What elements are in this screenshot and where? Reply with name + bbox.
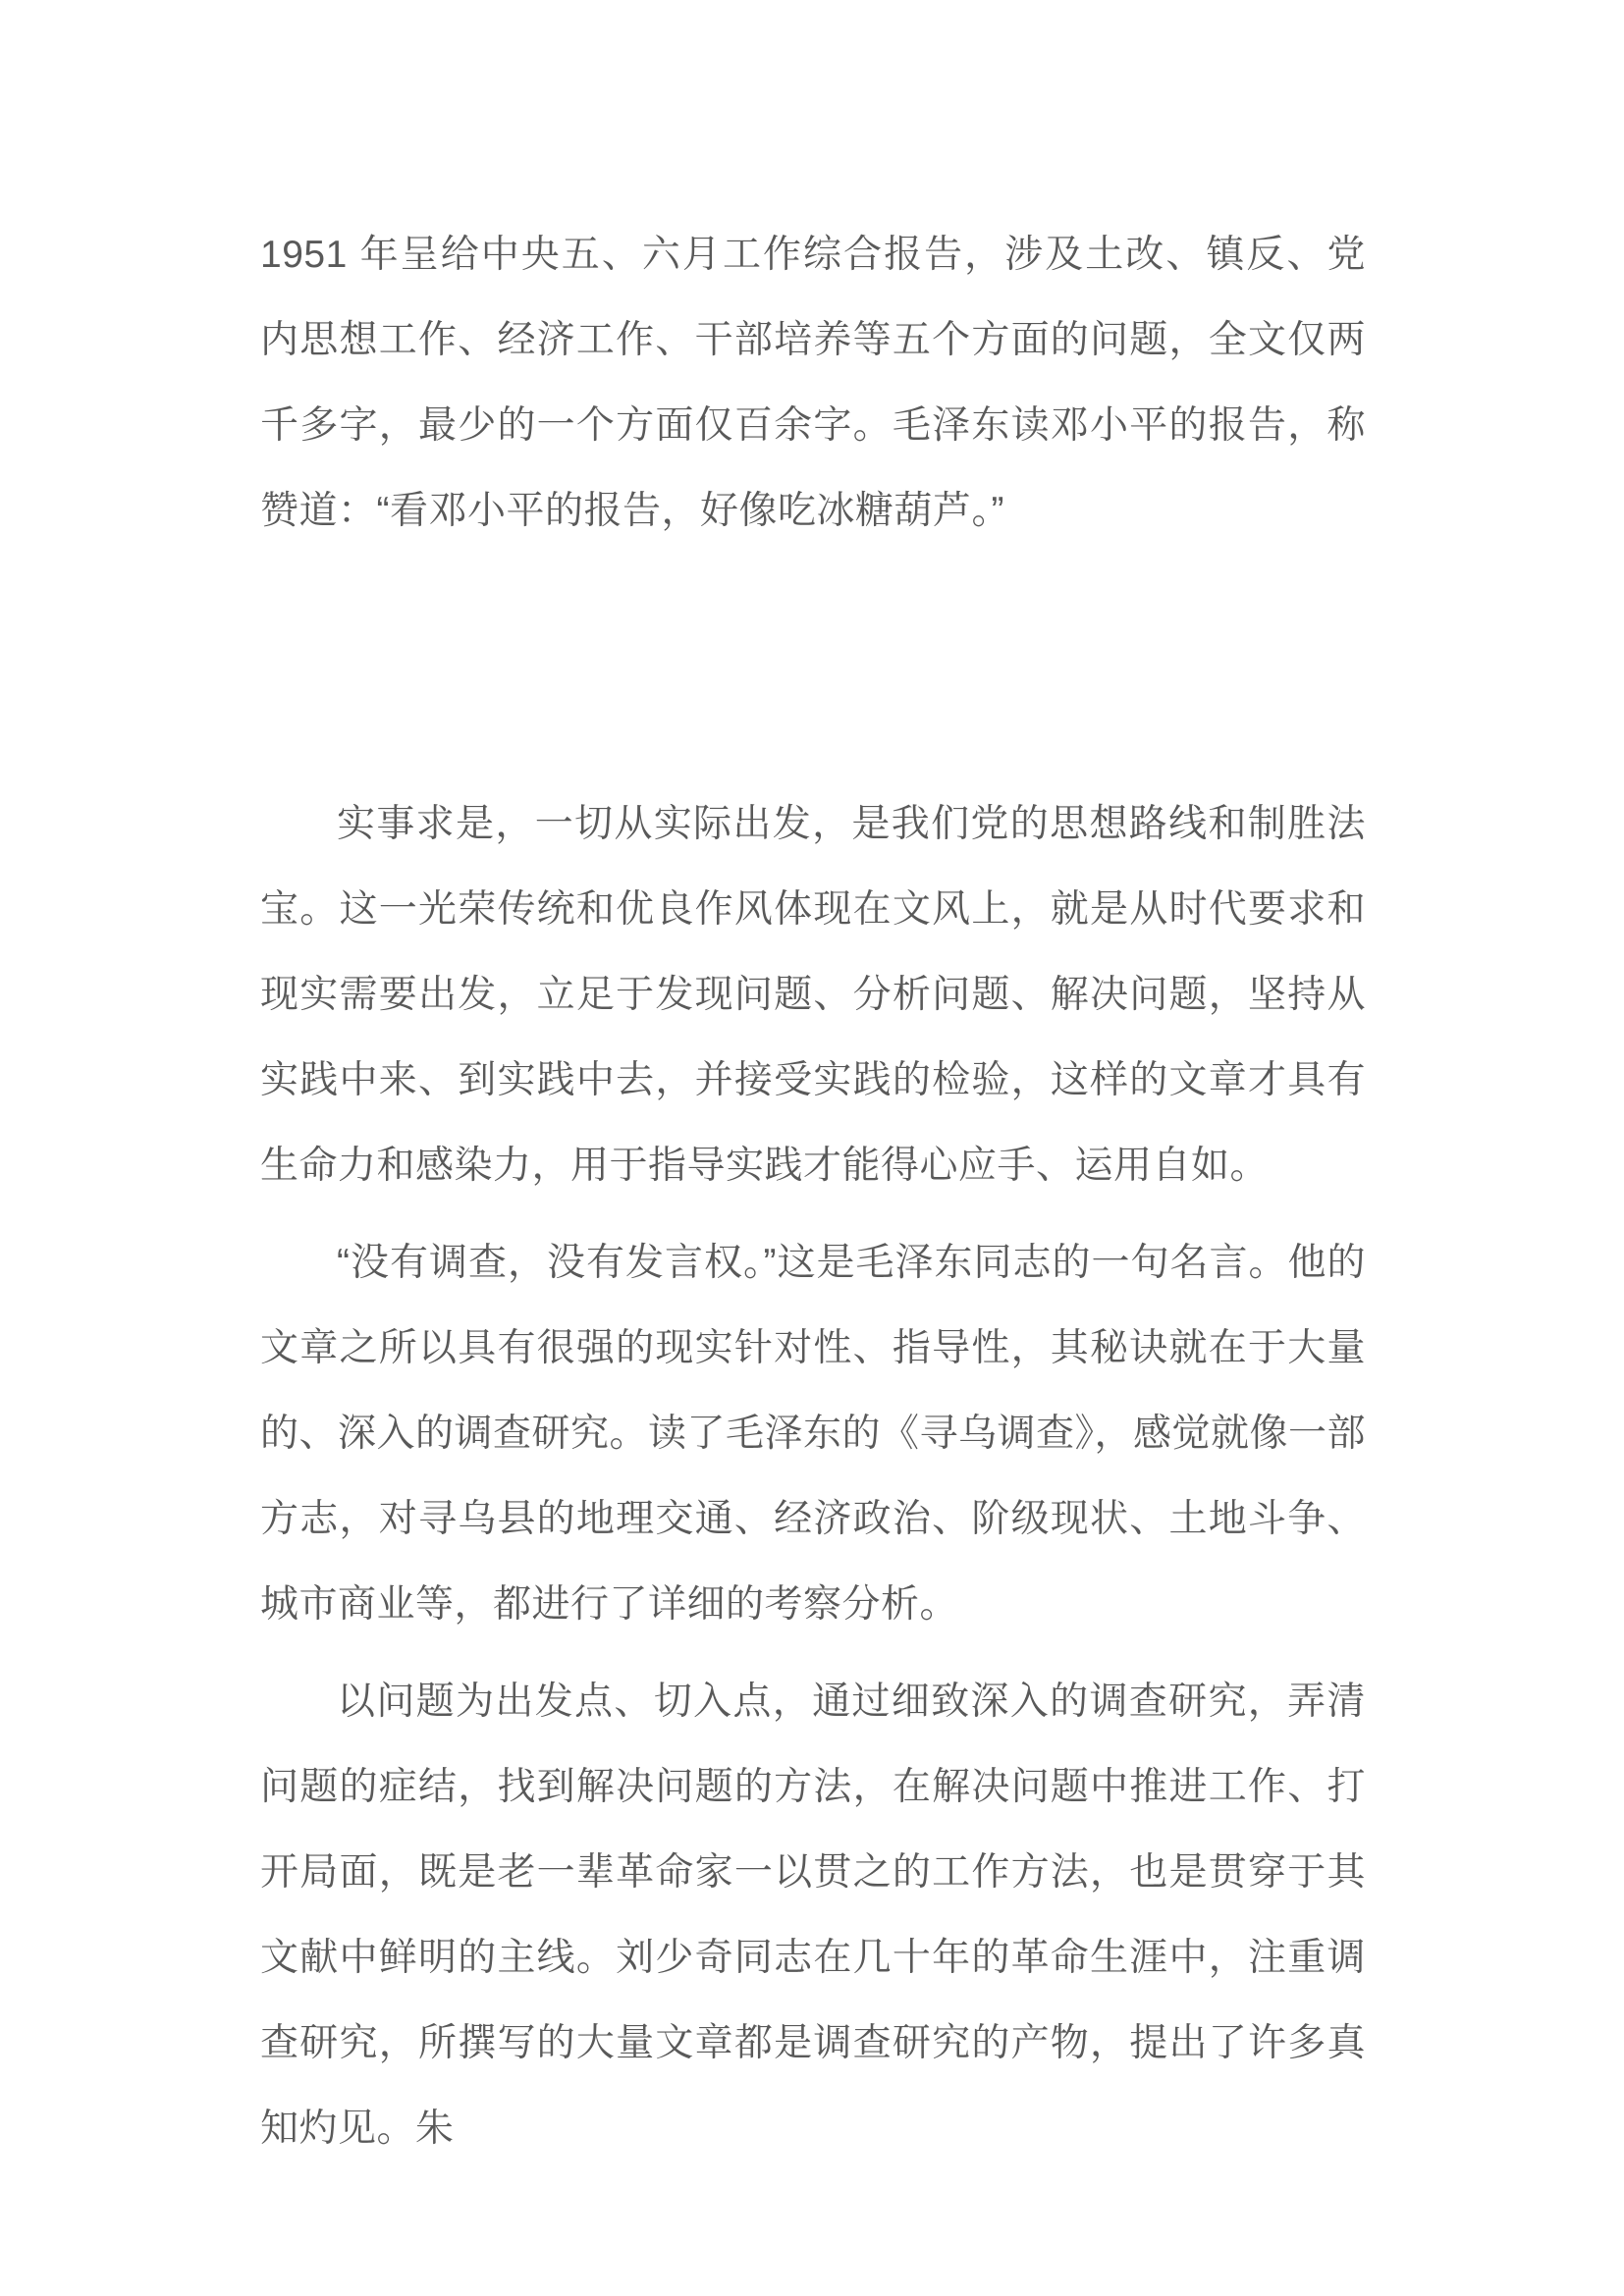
paragraph: 实事求是，一切从实际出发，是我们党的思想路线和制胜法宝。这一光荣传统和优良作风体现在文风上，就是从时代要求和现实需要出发，立足于发现问题、分析问题、解决问题，坚持从实践中来、到实践中去，并接受实践的检验，这样的文章才具有生命力和感染力，用于指导实践才能得心应手、运用自如。 <box>260 803 1366 1187</box>
paragraph-spacer <box>260 565 1366 781</box>
paragraph: 以问题为出发点、切入点，通过细致深入的调查研究，弄清问题的症结，找到解决问题的方法，在解决问题中推进工作、打开局面，既是老一辈革命家一以贯之的工作方法，也是贯穿于其文献中鲜明的主线。刘少奇同志在几十年的革命生涯中，注重调查研究，所撰写的大量文章都是调查研究的产物，提出了许多真知灼见。朱 <box>260 1681 1366 2150</box>
paragraph: “没有调查，没有发言权。”这是毛泽东同志的一句名言。他的文章之所以具有很强的现实针对性、指导性，其秘诀就在于大量的、深入的调查研究。读了毛泽东的《寻乌调查》，感觉就像一部方志，对寻乌县的地理交通、经济政治、阶级现状、土地斗争、城市商业等，都进行了详细的考察分析。 <box>260 1242 1367 1626</box>
paragraph: 1951 年呈给中央五、六月工作综合报告，涉及土改、镇反、党内思想工作、经济工作、干部培养等五个方面的问题，全文仅两千多字，最少的一个方面仅百余字。毛泽东读邓小平的报告，称赞道：“看邓小平的报告，好像吃冰糖葫芦。” <box>260 234 1366 532</box>
document-body <box>260 212 1366 2183</box>
